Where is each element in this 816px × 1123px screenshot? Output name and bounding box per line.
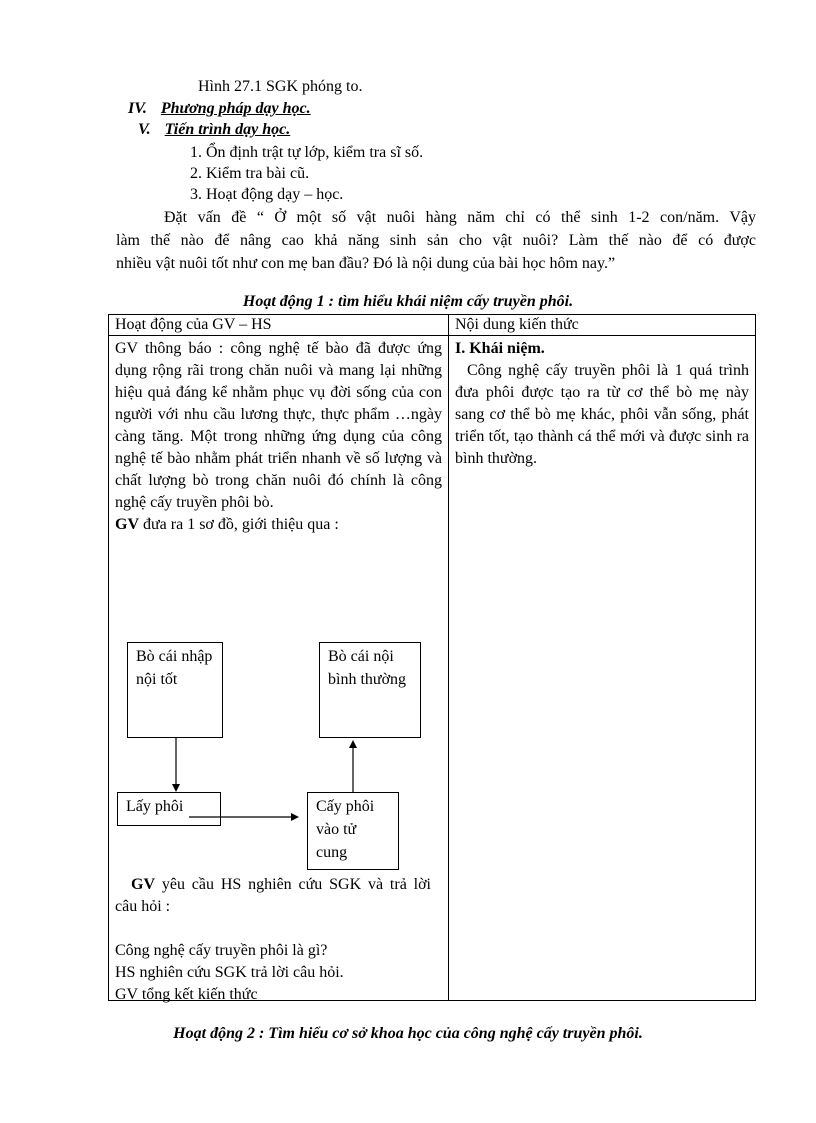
section-4-numeral: IV.	[128, 100, 147, 117]
teacher-student-cell	[109, 336, 449, 1001]
activity-table	[108, 314, 756, 1001]
diagram-box-recipient-cow: Bò cái nội bình thường	[319, 642, 421, 738]
gv-request-line	[115, 874, 431, 918]
step-3: 3. Hoạt động dạy – học.	[190, 186, 344, 203]
diagram-box-donor-cow: Bò cái nhập nội tốt	[127, 642, 223, 738]
hs-answer-text: HS nghiên cứu SGK trả lời câu hỏi.	[115, 964, 344, 981]
arrow-up-head	[349, 740, 357, 748]
section-5-heading	[138, 121, 290, 139]
section-4-title: Phương pháp dạy học.	[160, 100, 311, 117]
gv-request-text: yêu cầu HS nghiên cứu SGK và trả lời câu hỏi :	[115, 876, 431, 915]
activity-1-title: Hoạt động 1 : tìm hiểu khái niệm cấy truyền phôi.	[242, 293, 574, 310]
col-header-activities: Hoạt động của GV – HS	[109, 315, 449, 336]
section-5-title: Tiến trình dạy học.	[164, 121, 291, 138]
concept-definition: Công nghệ cấy truyền phôi là 1 quá trình đưa phôi được tạo ra từ cơ thể bò mẹ này sang cơ thể bò mẹ khác, phôi vẫn sống, phát triển tốt, tạo thành cá thể mới và được sinh ra bình thường.	[455, 362, 749, 467]
table-row	[109, 336, 756, 1001]
step-2: 2. Kiểm tra bài cũ.	[190, 165, 310, 182]
intro-line-2: làm thế nào để nâng cao khả năng sinh sản cho vật nuôi? Làm thế nào để có được	[116, 232, 756, 249]
table-header-row	[109, 315, 756, 336]
section-5-numeral: V.	[138, 121, 151, 138]
intro-paragraph	[116, 206, 756, 275]
gv-request-block	[115, 874, 431, 1006]
arrow-right-head	[291, 813, 299, 821]
diagram-box-collect-embryo: Lấy phôi	[117, 792, 221, 826]
intro-line-1: Đặt vấn đề “ Ở một số vật nuôi hàng năm chỉ có thể sinh 1-2 con/năm. Vậy	[164, 209, 756, 226]
intro-line-3: nhiều vật nuôi tốt như con mẹ ban đầu? Đó là nội dung của bài học hôm nay.”	[116, 255, 616, 272]
figure-reference: Hình 27.1 SGK phóng to.	[198, 78, 363, 95]
col-header-content: Nội dung kiến thức	[449, 315, 756, 336]
gv-diagram-text: đưa ra 1 sơ đồ, giới thiệu qua :	[139, 516, 339, 533]
concept-heading: I. Khái niệm.	[455, 340, 545, 357]
arrow-down-head	[172, 784, 180, 792]
section-4-heading	[128, 100, 311, 118]
gv-label-2: GV	[131, 876, 155, 893]
step-1: 1. Ổn định trật tự lớp, kiểm tra sĩ số.	[190, 144, 424, 161]
question-text: Công nghệ cấy truyền phôi là gì?	[115, 942, 328, 959]
diagram-box-transfer-embryo: Cấy phôi vào tử cung	[307, 792, 399, 870]
gv-intro-text: GV thông báo : công nghệ tế bào đã được ứng dụng rộng rãi trong chăn nuôi và mang lại những hiệu quả đáng kể nhằm phục vụ đời sống của con người với nhu cầu lương thực, thực phẩm …ngày càng tăng. Một trong những ứng dụng của công nghệ tế bào nhằm phát triển nhanh về số lượng và chất lượng bò trong chăn nuôi đó chính là công nghệ cấy truyền phôi bò.	[115, 340, 442, 511]
gv-summary-text: GV tổng kết kiến thức	[115, 986, 258, 1003]
activity-2-title: Hoạt động 2 : Tìm hiểu cơ sở khoa học của công nghệ cấy truyền phôi.	[173, 1025, 643, 1042]
knowledge-content-cell	[449, 336, 756, 1001]
gv-label: GV	[115, 516, 139, 533]
